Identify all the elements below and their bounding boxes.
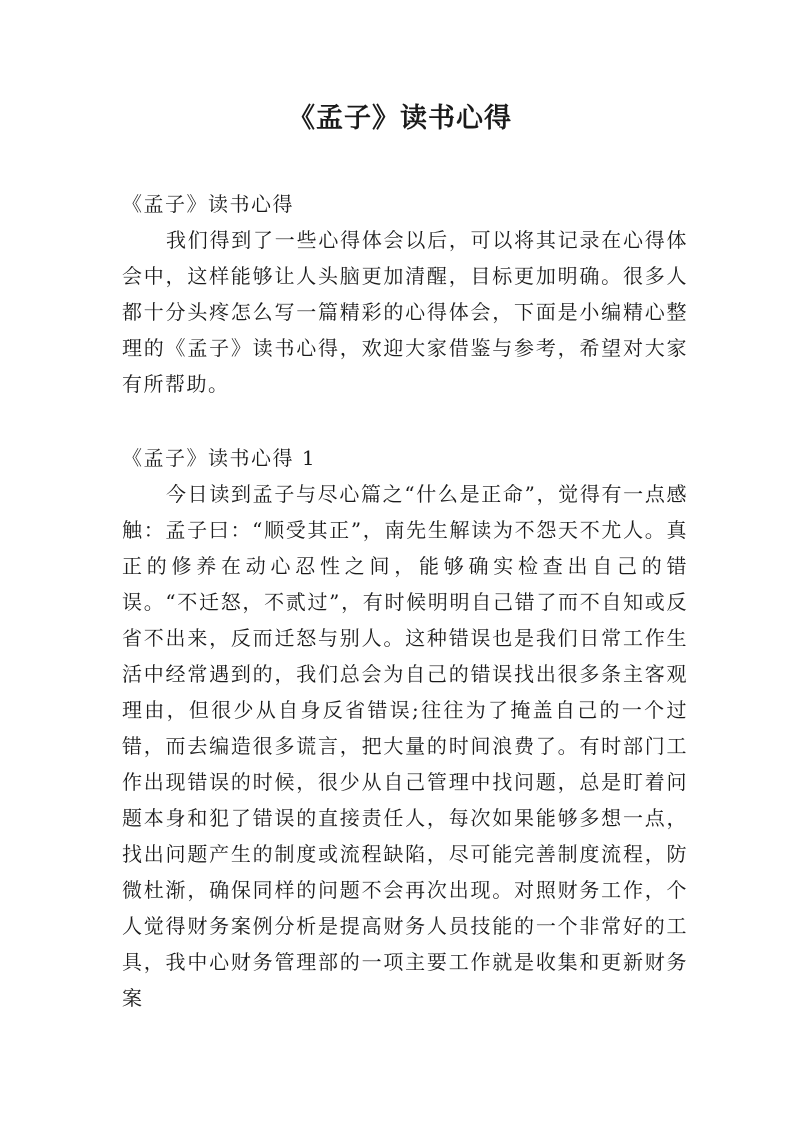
intro-heading: 《孟子》读书心得 xyxy=(122,192,294,216)
section-1-heading: 《孟子》读书心得 1 xyxy=(122,446,317,470)
section-1-paragraph: 今日读到孟子与尽心篇之“什么是正命”，觉得有一点感触：孟子曰：“顺受其正”，南先生解读为不怨天不尤人。真正的修养在动心忍性之间，能够确实检查出自己的错误。“不迁怒，不贰过”，有时候明明自己错了而不自知或反省不出来，反而迁怒与别人。这种错误也是我们日常工作生活中经常遇到的，我们总会为自己的错误找出很多条主客观理由，但很少从自身反省错误;往往为了掩盖自己的一个过错，而去编造很多谎言，把大量的时间浪费了。有时部门工作出现错误的时候，很少从自己管理中找问题，总是盯着问题本身和犯了错误的直接责任人，每次如果能够多想一点，找出问题产生的制度或流程缺陷，尽可能完善制度流程，防微杜渐，确保同样的问题不会再次出现。对照财务工作，个人觉得财务案例分析是提高财务人员技能的一个非常好的工具，我中心财务管理部的一项主要工作就是收集和更新财务案 xyxy=(122,482,688,1010)
intro-paragraph: 我们得到了一些心得体会以后，可以将其记录在心得体会中，这样能够让人头脑更加清醒，目标更加明确。很多人都十分头疼怎么写一篇精彩的心得体会，下面是小编精心整理的《孟子》读书心得，欢迎大家借鉴与参考，希望对大家有所帮助。 xyxy=(122,228,688,396)
paragraph-spacer xyxy=(122,402,688,440)
document-title: 《孟子》读书心得 xyxy=(288,103,512,134)
document-body xyxy=(122,186,688,1016)
